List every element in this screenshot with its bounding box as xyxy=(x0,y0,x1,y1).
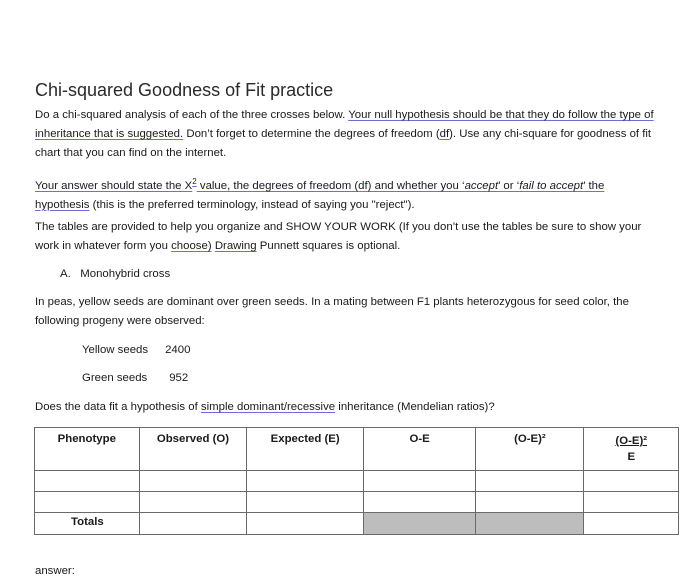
fraction-denominator: E xyxy=(627,451,636,463)
totals-label: Totals xyxy=(35,513,140,535)
cell-input[interactable] xyxy=(247,471,364,492)
tables-instructions xyxy=(35,218,655,256)
answer-instr-part: ) and whether you ‘ xyxy=(367,179,465,192)
answer-instr-part: ’ or ‘ xyxy=(498,179,520,192)
table-row xyxy=(35,471,679,492)
cell-input[interactable] xyxy=(476,471,584,492)
terminology-note: (this is the preferred terminology, instead of saying you "reject"). xyxy=(89,198,415,211)
fraction-numerator: (O-E)² xyxy=(615,435,648,447)
fail-to-accept-term: fail to accept xyxy=(519,179,584,192)
progeny-row-yellow xyxy=(82,344,190,356)
section-marker: A. xyxy=(60,268,71,280)
intro-text-mid: Don’t forget to determine the degrees of freedom ( xyxy=(183,128,440,140)
question-part: Does the data fit a hypothesis of xyxy=(35,401,201,413)
question-part: inheritance (Mendelian ratios)? xyxy=(335,401,495,413)
chi-superscript: 2 xyxy=(192,177,197,186)
problem-text: In peas, yellow seeds are dominant over green seeds. In a mating between F1 plants heterozygous for seed color, the following progeny were observed: xyxy=(35,296,629,327)
df-abbrev: df xyxy=(358,179,368,192)
drawing-word: Drawing xyxy=(214,240,257,252)
cell-shaded xyxy=(363,513,475,535)
cell-input[interactable] xyxy=(247,492,364,513)
cell-shaded xyxy=(476,513,584,535)
header-expected: Expected (E) xyxy=(247,428,364,471)
question-underlined: simple dominant/recessive xyxy=(200,401,336,413)
progeny-row-green xyxy=(82,372,188,384)
header-o-minus-e-squared: (O-E)² xyxy=(476,428,584,471)
cell-input[interactable] xyxy=(35,471,140,492)
intro-text: Do a chi-squared analysis of each of the three crosses below. xyxy=(35,109,349,121)
page-title: Chi-squared Goodness of Fit practice xyxy=(35,80,334,100)
cell-input[interactable] xyxy=(476,492,584,513)
cell-input[interactable] xyxy=(139,513,247,535)
cell-input[interactable] xyxy=(139,471,247,492)
progeny-value: 952 xyxy=(169,372,189,384)
header-observed: Observed (O) xyxy=(139,428,247,471)
choose-word: choose) xyxy=(171,240,212,252)
table-row xyxy=(35,492,679,513)
tables-instr-text: The tables are provided to help you organize and SHOW YOUR WORK (If you don’t use the tables be sure to show your work in whatever form you xyxy=(35,221,642,252)
fraction xyxy=(615,433,647,465)
cell-input[interactable] xyxy=(363,492,475,513)
question-text xyxy=(35,401,495,413)
answer-instr-part: ’ the hypothesis xyxy=(35,179,605,211)
totals-row xyxy=(35,513,679,535)
instructions-paragraph xyxy=(35,106,655,163)
progeny-value: 2400 xyxy=(165,344,191,356)
df-abbrev: df xyxy=(439,128,450,140)
null-hypothesis-text: Your null hypothesis should be that they do follow the type of inheritance that is suggested. xyxy=(35,109,654,140)
cell-input[interactable] xyxy=(584,492,679,513)
intro-text-end: ). Use any chi-square for goodness of fit chart that you can find on the internet. xyxy=(35,128,652,159)
section-label: Monohybrid cross xyxy=(80,268,171,280)
answer-instr-part: Your answer should state the X xyxy=(35,179,193,192)
tables-instr-end: Punnett squares is optional. xyxy=(256,240,401,252)
table-header-row xyxy=(35,428,679,471)
progeny-label: Yellow seeds xyxy=(82,344,149,356)
header-phenotype: Phenotype xyxy=(35,428,140,471)
header-chi-term xyxy=(584,428,679,471)
cell-input[interactable] xyxy=(35,492,140,513)
cell-input[interactable] xyxy=(584,471,679,492)
section-heading xyxy=(60,268,170,280)
cell-input[interactable] xyxy=(247,513,364,535)
cell-input[interactable] xyxy=(363,471,475,492)
answer-instr-part: value, the degrees of freedom ( xyxy=(196,179,359,192)
chi-square-table xyxy=(34,427,679,535)
progeny-label: Green seeds xyxy=(82,372,148,384)
header-o-minus-e: O-E xyxy=(363,428,475,471)
accept-term: accept xyxy=(464,179,499,192)
cell-input[interactable] xyxy=(139,492,247,513)
answer-instructions xyxy=(35,172,655,215)
answer-label: answer: xyxy=(35,565,75,577)
cell-input[interactable] xyxy=(584,513,679,535)
